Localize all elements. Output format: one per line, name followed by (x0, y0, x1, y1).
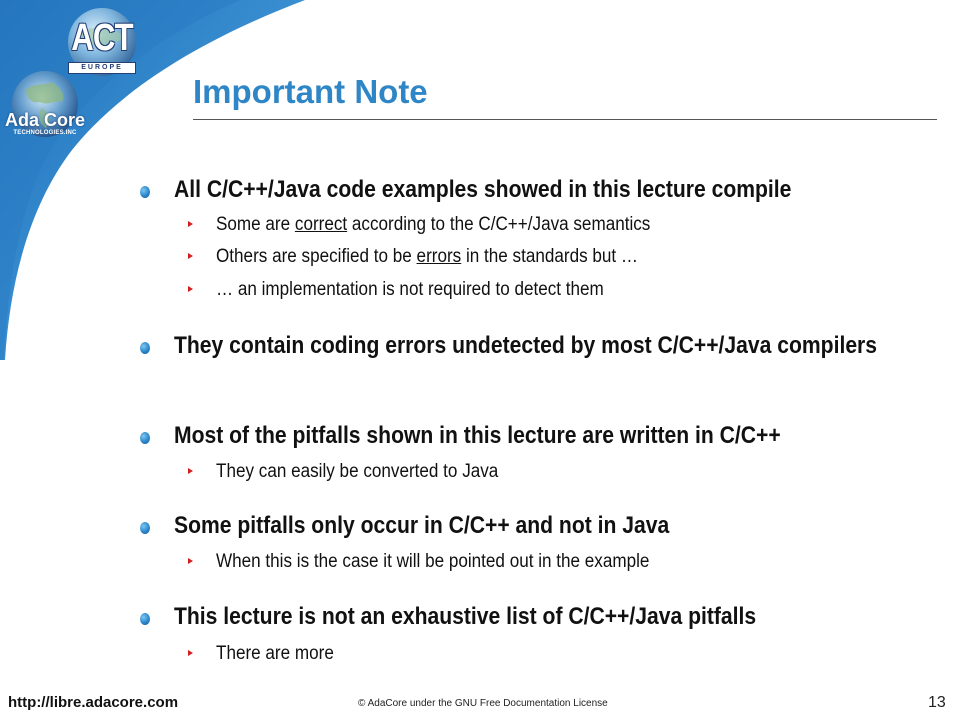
bullet-text: Most of the pitfalls shown in this lecture are written in C/C++ (174, 422, 781, 449)
sub-bullet-text (216, 214, 650, 236)
sub-bullet-marker-icon (188, 253, 193, 259)
sub-bullet-marker-icon (188, 468, 193, 474)
bullet-dot-icon (140, 342, 150, 354)
bullet-dot-icon (140, 522, 150, 534)
sub-bullet-text-part: according to the C/C++/Java semantics (347, 214, 651, 235)
sub-bullet-item (216, 279, 647, 301)
sub-bullet-item (216, 246, 685, 268)
sub-bullet-text: There are more (216, 643, 334, 664)
sub-bullet-item (216, 214, 699, 236)
footer-license: © AdaCore under the GNU Free Documentation License (358, 698, 608, 709)
sub-bullet-item (216, 461, 530, 483)
sub-bullet-marker-icon (188, 650, 193, 656)
bullet-item (174, 603, 836, 631)
sub-bullet-item (216, 643, 347, 665)
sub-bullet-emphasis: correct (294, 214, 348, 235)
sub-bullet-marker-icon (188, 221, 193, 227)
bullet-item (174, 422, 863, 450)
title-divider (193, 119, 937, 120)
adacore-logo-subtitle: TECHNOLOGIES.INC (13, 130, 77, 136)
bullet-text: All C/C++/Java code examples showed in this lecture compile (174, 176, 792, 203)
sub-bullet-marker-icon (188, 286, 193, 292)
bullet-dot-icon (140, 613, 150, 625)
bullet-item (174, 512, 737, 540)
bullet-item (174, 176, 876, 204)
sub-bullet-item (216, 551, 698, 573)
sub-bullet-text-part: Some are (216, 214, 295, 235)
footer-url-link[interactable]: http://libre.adacore.com (8, 694, 179, 711)
bullet-text: This lecture is not an exhaustive list of C/C++/Java pitfalls (174, 603, 757, 630)
bullet-text: Some pitfalls only occur in C/C++ and not in Java (174, 512, 670, 539)
page-number: 13 (928, 694, 946, 711)
sub-bullet-marker-icon (188, 558, 193, 564)
sub-bullet-text: When this is the case it will be pointed out in the example (216, 551, 650, 572)
act-logo-text: ACT (71, 17, 133, 59)
bullet-dot-icon (140, 432, 150, 444)
bullet-dot-icon (140, 186, 150, 198)
act-logo-subtitle: EUROPE (68, 62, 136, 74)
bullet-item (174, 332, 960, 360)
page-title: Important Note (193, 73, 428, 110)
sub-bullet-text (216, 246, 638, 268)
sub-bullet-text: They can easily be converted to Java (216, 461, 499, 482)
bullet-text: They contain coding errors undetected by most C/C++/Java compilers (174, 332, 878, 359)
adacore-logo-text: Ada Core (4, 110, 85, 130)
sub-bullet-text-part: Others are specified to be (216, 246, 417, 267)
adacore-logo (2, 68, 88, 146)
sub-bullet-text-part: in the standards but … (461, 246, 639, 267)
sub-bullet-text: … an implementation is not required to detect them (216, 279, 604, 300)
sub-bullet-emphasis: errors (416, 246, 462, 267)
